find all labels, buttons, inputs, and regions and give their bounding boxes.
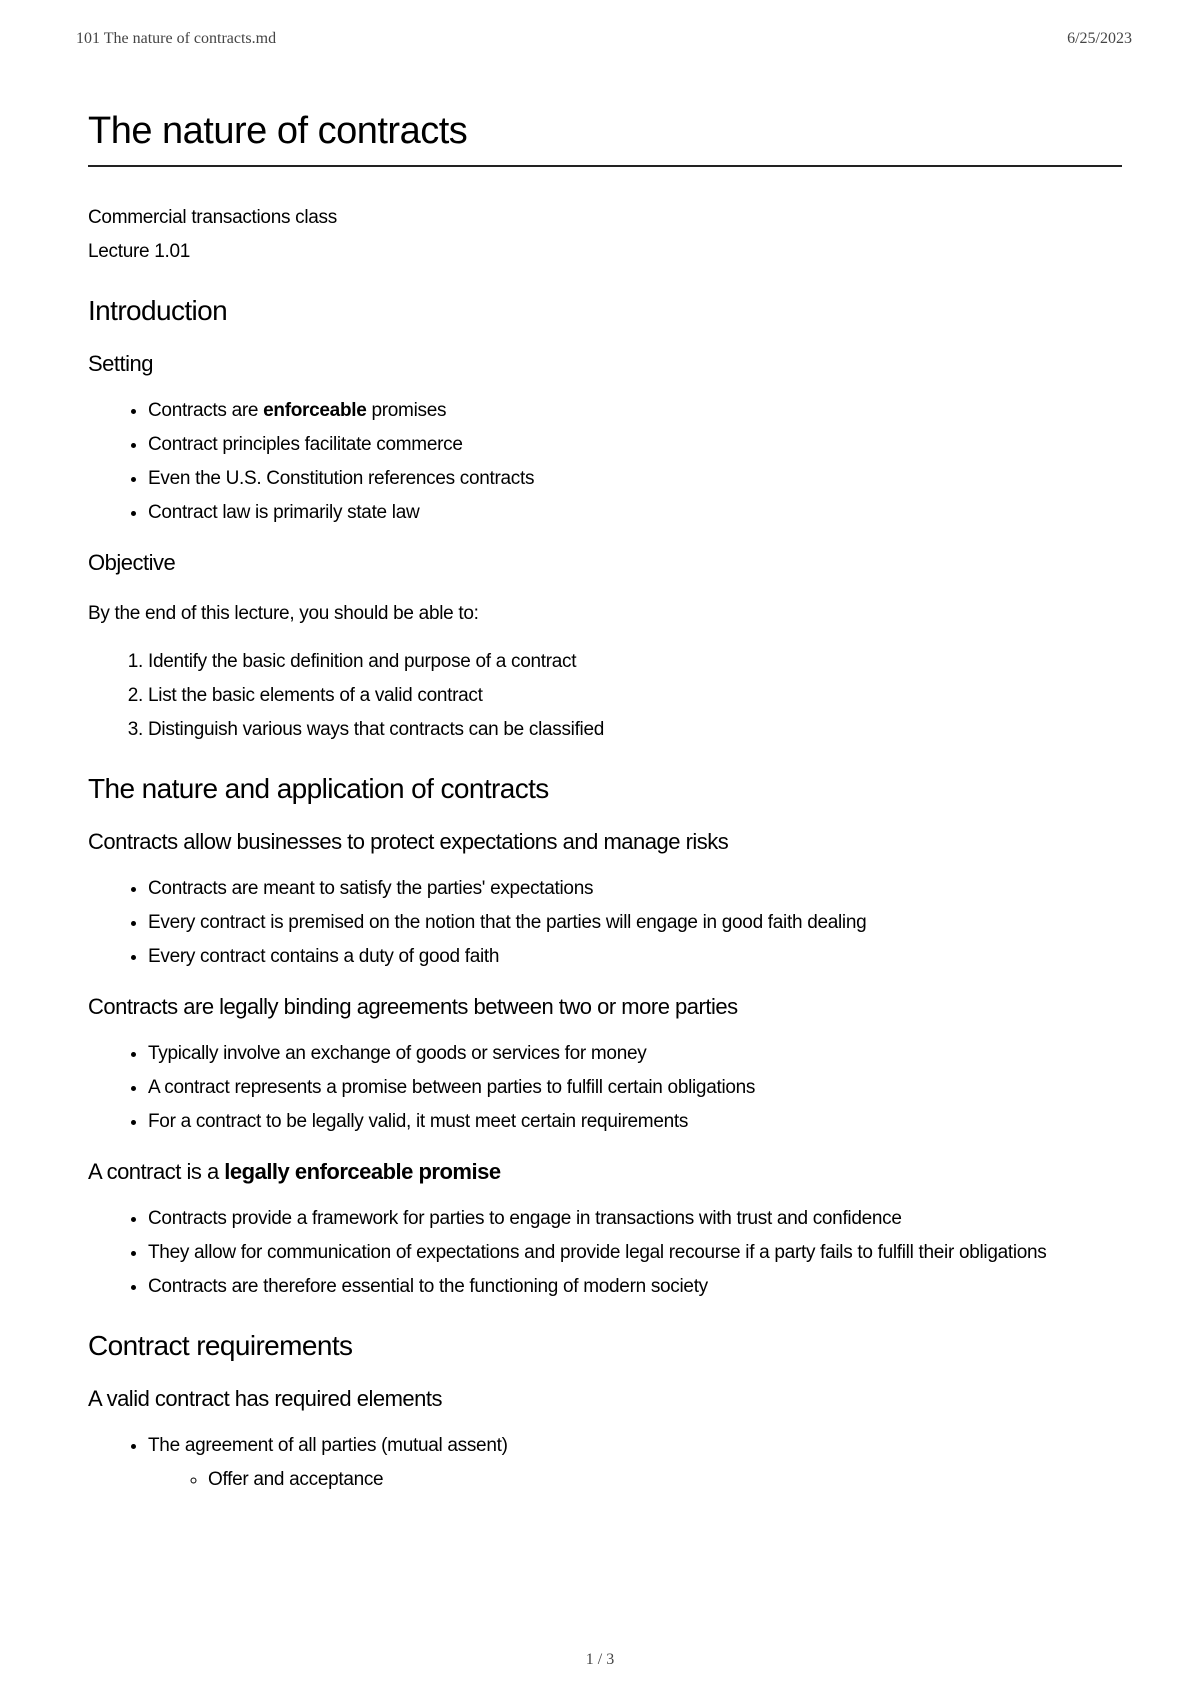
document-body: [88, 110, 1122, 1497]
list-item: • Contract law is primarily state law: [148, 496, 1122, 530]
print-header: [76, 30, 1132, 48]
expectations-list: [88, 872, 1122, 974]
emphasis-text: enforceable: [263, 400, 367, 421]
list-item: • For a contract to be legally valid, it must meet certain requirements: [148, 1105, 1122, 1139]
list-item: ◦ Offer and acceptance: [208, 1463, 1122, 1497]
list-item: • A contract represents a promise between parties to fulfill certain obligations: [148, 1071, 1122, 1105]
heading-introduction: Introduction: [88, 295, 228, 326]
list-item: • Typically involve an exchange of goods or services for money: [148, 1037, 1122, 1071]
enforceable-list: [88, 1202, 1122, 1304]
objective-list: [88, 645, 1122, 747]
list-item: • Contracts are enforceable promises: [148, 394, 1122, 428]
list-item: • Every contract is premised on the notion that the parties will engage in good faith dealing: [148, 906, 1122, 940]
print-filename: 101 The nature of contracts.md: [76, 30, 277, 47]
list-item: • Contracts are meant to satisfy the parties' expectations: [148, 872, 1122, 906]
heading-binding-agreements: Contracts are legally binding agreements between two or more parties: [88, 994, 738, 1019]
heading-protect-expectations: Contracts allow businesses to protect expectations and manage risks: [88, 829, 729, 854]
binding-list: [88, 1037, 1122, 1139]
heading-objective: Objective: [88, 550, 176, 575]
emphasis-text: legally enforceable promise: [224, 1159, 501, 1184]
heading-setting: Setting: [88, 351, 153, 376]
page-number: 1 / 3: [585, 1651, 615, 1668]
list-item: • Even the U.S. Constitution references contracts: [148, 462, 1122, 496]
list-item: 2. List the basic elements of a valid contract: [148, 679, 1122, 713]
heading-enforceable-promise: A contract is a legally enforceable promise: [88, 1159, 501, 1184]
list-item: 3. Distinguish various ways that contracts can be classified: [148, 713, 1122, 747]
nested-list: [148, 1463, 1122, 1497]
page-title: The nature of contracts: [88, 110, 1122, 167]
document-meta: [88, 201, 1122, 269]
elements-list: [88, 1429, 1122, 1497]
list-item: • Every contract contains a duty of good faith: [148, 940, 1122, 974]
list-item: 1. Identify the basic definition and purpose of a contract: [148, 645, 1122, 679]
objective-lead: By the end of this lecture, you should be able to:: [88, 603, 479, 624]
heading-required-elements: A valid contract has required elements: [88, 1386, 442, 1411]
lecture-number: Lecture 1.01: [88, 241, 191, 262]
course-name: Commercial transactions class: [88, 207, 337, 228]
print-date: 6/25/2023: [1067, 30, 1132, 47]
heading-contract-requirements: Contract requirements: [88, 1330, 353, 1361]
list-item: • The agreement of all parties (mutual assent) ◦ Offer and acceptance: [148, 1429, 1122, 1497]
list-item: • Contracts are therefore essential to the functioning of modern society: [148, 1270, 1122, 1304]
list-item: • Contracts provide a framework for parties to engage in transactions with trust and confidence: [148, 1202, 1122, 1236]
heading-nature-application: The nature and application of contracts: [88, 773, 549, 804]
list-item: • Contract principles facilitate commerce: [148, 428, 1122, 462]
list-item: • They allow for communication of expectations and provide legal recourse if a party fails to fulfill their obligations: [148, 1236, 1122, 1270]
setting-list: [88, 394, 1122, 530]
